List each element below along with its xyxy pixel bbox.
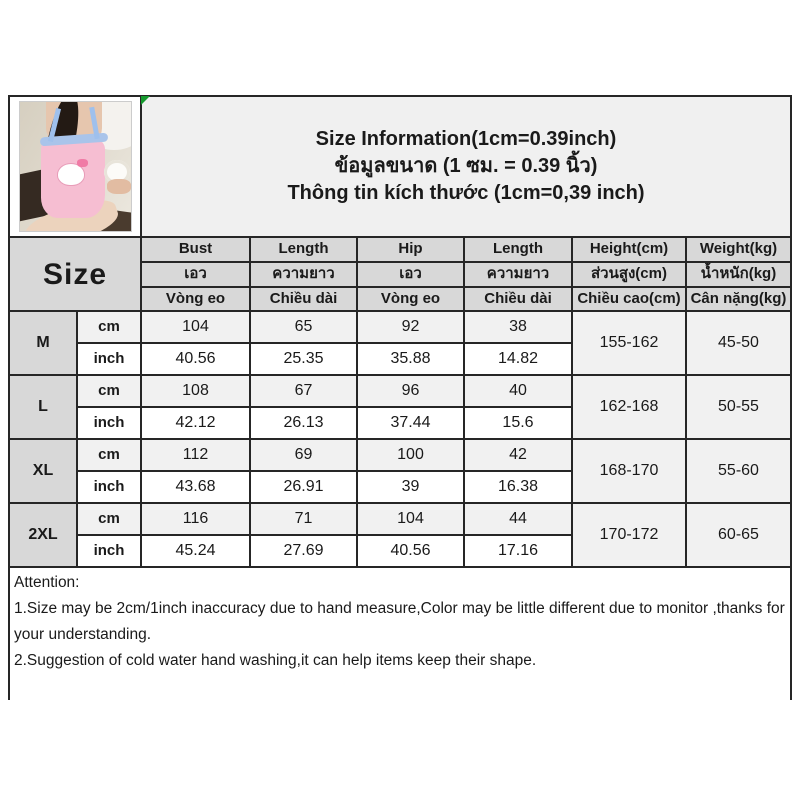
header-en-length2: Length (465, 238, 571, 261)
header-en-hip: Hip (358, 238, 463, 261)
cell-2xl-inch-length2: 17.16 (465, 536, 571, 566)
cell-2xl-cm-length2: 44 (465, 504, 571, 534)
cell-xl-height: 168-170 (573, 440, 685, 502)
title-line-th: ข้อมูลขนาด (1 ซม. = 0.39 นิ้ว) (334, 155, 598, 177)
cell-l-inch-length: 26.13 (251, 408, 356, 438)
unit-inch-l: inch (78, 408, 140, 438)
attention-heading: Attention: (14, 574, 80, 591)
cell-m-cm-length2: 38 (465, 312, 571, 342)
cell-l-weight: 50-55 (687, 376, 790, 438)
header-vi-length: Chiều dài (251, 288, 356, 310)
cell-2xl-inch-length: 27.69 (251, 536, 356, 566)
size-label-m: M (10, 312, 76, 374)
attention-line-1: 1.Size may be 2cm/1inch inaccuracy due to hand measure,Color may be little different due to monitor ,thanks for your understanding. (14, 600, 785, 643)
header-en-length: Length (251, 238, 356, 261)
cell-xl-inch-length: 26.91 (251, 472, 356, 502)
cell-l-cm-length: 67 (251, 376, 356, 406)
cell-xl-cm-hip: 100 (358, 440, 463, 470)
size-label-l: L (10, 376, 76, 438)
header-th-bust: เอว (142, 263, 249, 286)
cell-l-inch-hip: 37.44 (358, 408, 463, 438)
cell-m-height: 155-162 (573, 312, 685, 374)
cell-l-inch-length2: 15.6 (465, 408, 571, 438)
cell-2xl-inch-hip: 40.56 (358, 536, 463, 566)
cell-xl-cm-length2: 42 (465, 440, 571, 470)
header-vi-weight: Cân nặng(kg) (687, 288, 790, 310)
header-en-weight: Weight(kg) (687, 238, 790, 261)
size-label-xl: XL (10, 440, 76, 502)
cell-2xl-height: 170-172 (573, 504, 685, 566)
photo-hello-kitty-graphic (58, 164, 84, 185)
header-th-length: ความยาว (251, 263, 356, 286)
cell-xl-inch-hip: 39 (358, 472, 463, 502)
size-info-title (142, 97, 790, 236)
cell-m-weight: 45-50 (687, 312, 790, 374)
header-th-length2: ความยาว (465, 263, 571, 286)
cell-xl-inch-bust: 43.68 (142, 472, 249, 502)
cell-2xl-cm-length: 71 (251, 504, 356, 534)
title-line-vi: Thông tin kích thước (1cm=0,39 inch) (287, 182, 645, 204)
cell-xl-weight: 55-60 (687, 440, 790, 502)
cell-m-inch-length2: 14.82 (465, 344, 571, 374)
cell-2xl-weight: 60-65 (687, 504, 790, 566)
cell-l-inch-bust: 42.12 (142, 408, 249, 438)
header-vi-hip: Vòng eo (358, 288, 463, 310)
cell-m-inch-length: 25.35 (251, 344, 356, 374)
cell-2xl-inch-bust: 45.24 (142, 536, 249, 566)
unit-inch-xl: inch (78, 472, 140, 502)
size-table (8, 95, 792, 700)
cell-xl-inch-length2: 16.38 (465, 472, 571, 502)
cell-m-inch-bust: 40.56 (142, 344, 249, 374)
unit-cm-xl: cm (78, 440, 140, 470)
product-photo-cell (10, 97, 140, 236)
unit-cm-l: cm (78, 376, 140, 406)
photo-hand (107, 179, 131, 194)
cell-2xl-cm-bust: 116 (142, 504, 249, 534)
cell-l-cm-bust: 108 (142, 376, 249, 406)
cell-l-cm-length2: 40 (465, 376, 571, 406)
title-line-en: Size Information(1cm=0.39inch) (315, 128, 617, 150)
cell-m-inch-hip: 35.88 (358, 344, 463, 374)
cell-m-cm-bust: 104 (142, 312, 249, 342)
cell-l-cm-hip: 96 (358, 376, 463, 406)
cell-m-cm-length: 65 (251, 312, 356, 342)
cell-xl-cm-bust: 112 (142, 440, 249, 470)
green-corner-marker (141, 96, 150, 105)
header-vi-length2: Chiều dài (465, 288, 571, 310)
header-en-height: Height(cm) (573, 238, 685, 261)
size-label-2xl: 2XL (10, 504, 76, 566)
product-photo (20, 102, 131, 231)
attention-line-2: 2.Suggestion of cold water hand washing,it can help items keep their shape. (14, 652, 537, 669)
unit-cm-m: cm (78, 312, 140, 342)
unit-inch-2xl: inch (78, 536, 140, 566)
unit-cm-2xl: cm (78, 504, 140, 534)
attention-note (10, 568, 790, 700)
header-vi-height: Chiều cao(cm) (573, 288, 685, 310)
cell-xl-cm-length: 69 (251, 440, 356, 470)
header-en-bust: Bust (142, 238, 249, 261)
header-th-height: ส่วนสูง(cm) (573, 263, 685, 286)
cell-m-cm-hip: 92 (358, 312, 463, 342)
header-vi-bust: Vòng eo (142, 288, 249, 310)
header-th-weight: น้ำหนัก(kg) (687, 263, 790, 286)
size-corner-label: Size (10, 238, 140, 310)
cell-2xl-cm-hip: 104 (358, 504, 463, 534)
cell-l-height: 162-168 (573, 376, 685, 438)
unit-inch-m: inch (78, 344, 140, 374)
header-th-hip: เอว (358, 263, 463, 286)
photo-kitty-bow (77, 159, 88, 167)
